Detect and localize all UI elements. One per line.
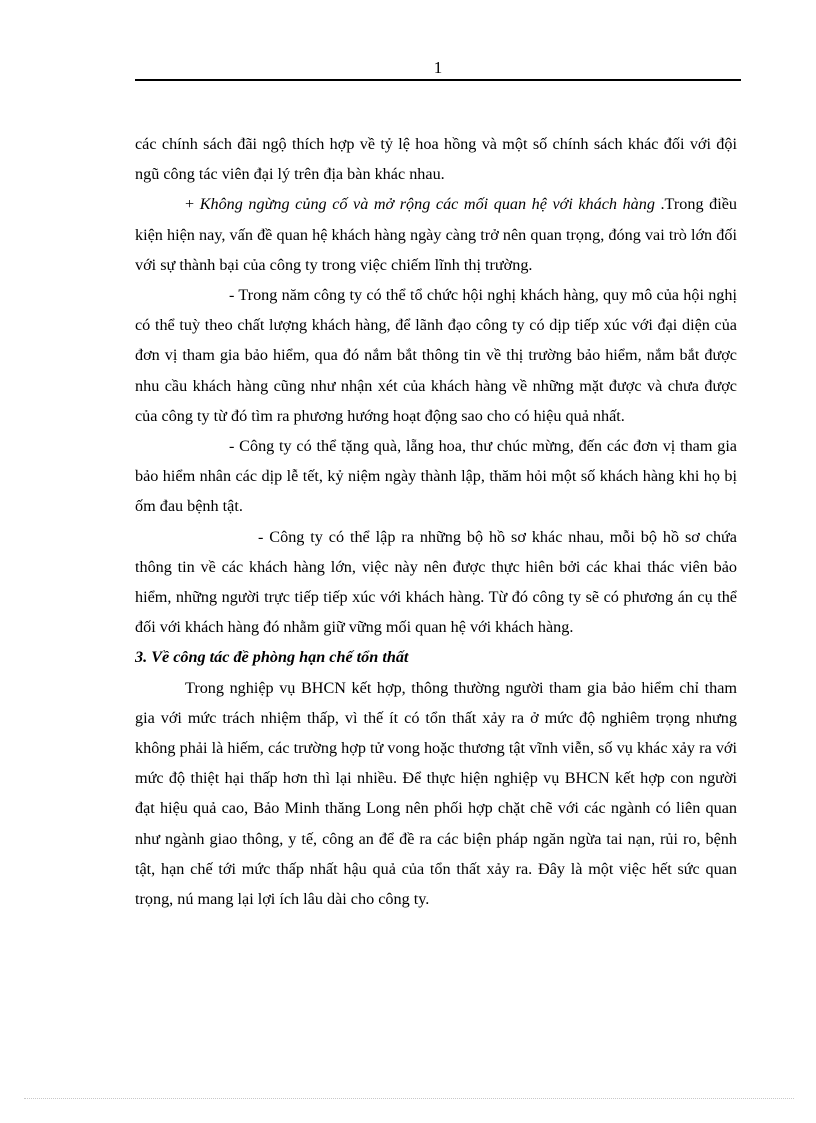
paragraph-gifts: - Công ty có thể tặng quà, lẵng hoa, thư chúc mừng, đến các đơn vị tham gia bảo hiểm nhân các dịp lễ tết, kỷ niệm ngày thành lập, thăm hỏi một số khách hàng khi họ bị ốm đau bệnh tật. — [135, 437, 737, 516]
page-bottom-border — [24, 1098, 794, 1099]
page-number: 1 — [433, 58, 443, 77]
customer-relations-title: Không ngừng củng cố và mở rộng các mối quan hệ với khách hàng — [199, 195, 655, 214]
paragraph-records: - Công ty có thể lập ra những bộ hồ sơ khác nhau, mỗi bộ hồ sơ chứa thông tin về các khách hàng lớn, việc này nên được thực hiên bởi các khai thác viên bảo hiểm, những người trực tiếp tiếp xúc với khách hàng. Từ đó công ty sẽ có phương án cụ thể đối với khách hàng đó nhằm giữ vững mối quan hệ với khách hàng. — [135, 527, 737, 637]
section-heading: 3. Về công tác đề phòng hạn chế tổn thất — [135, 648, 409, 667]
bullet-plus: + — [185, 195, 200, 214]
paragraph-customer-relations — [135, 189, 737, 280]
paragraph-policy: các chính sách đãi ngộ thích hợp về tỷ lệ hoa hồng và một số chính sách khác đối với đội ngũ công tác viên đại lý trên địa bàn khác nhau. — [135, 135, 737, 184]
document-body — [135, 129, 737, 914]
customer-relations-text: .Trong điều kiện hiện nay, vấn đề quan hệ khách hàng ngày càng trở nên quan trọng, đóng vai trò lớn đối với sự thành bại của công ty trong việc chiếm lĩnh thị trường. — [135, 195, 737, 274]
paragraph-loss-prevention: Trong nghiệp vụ BHCN kết hợp, thông thường người tham gia bảo hiểm chỉ tham gia với mức trách nhiệm thấp, vì thế ít có tổn thất xảy ra ở mức độ nghiêm trọng nhưng không phải là hiếm, các trường hợp tử vong hoặc thương tật vĩnh viễn, số vụ khác xảy ra với mức độ thiệt hại thấp hơn thì lại nhiều. Để thực hiện nghiệp vụ BHCN kết hợp con người đạt hiệu quả cao, Bảo Minh thăng Long nên phối hợp chặt chẽ với các ngành có liên quan như ngành giao thông, y tế, công an để đề ra các biện pháp ngăn ngừa tai nạn, rủi ro, bệnh tật, hạn chế tới mức thấp nhất hậu quả của tổn thất xảy ra. Đây là một việc hết sức quan trọng, nú mang lại lợi ích lâu dài cho công ty. — [135, 678, 737, 909]
paragraph-customer-conference: - Trong năm công ty có thể tổ chức hội nghị khách hàng, quy mô của hội nghị có thể tuỳ theo chất lượng khách hàng, để lãnh đạo công ty có dịp tiếp xúc với đại diện của đơn vị tham gia bảo hiểm, qua đó nắm bắt thông tin về thị trường bảo hiểm, nắm bắt được nhu cầu khách hàng cũng như nhận xét của khách hàng về những mặt được và chưa được của công ty từ đó tìm ra phương hướng hoạt động sao cho có hiệu quả nhất. — [135, 286, 737, 425]
header-rule — [135, 79, 741, 81]
